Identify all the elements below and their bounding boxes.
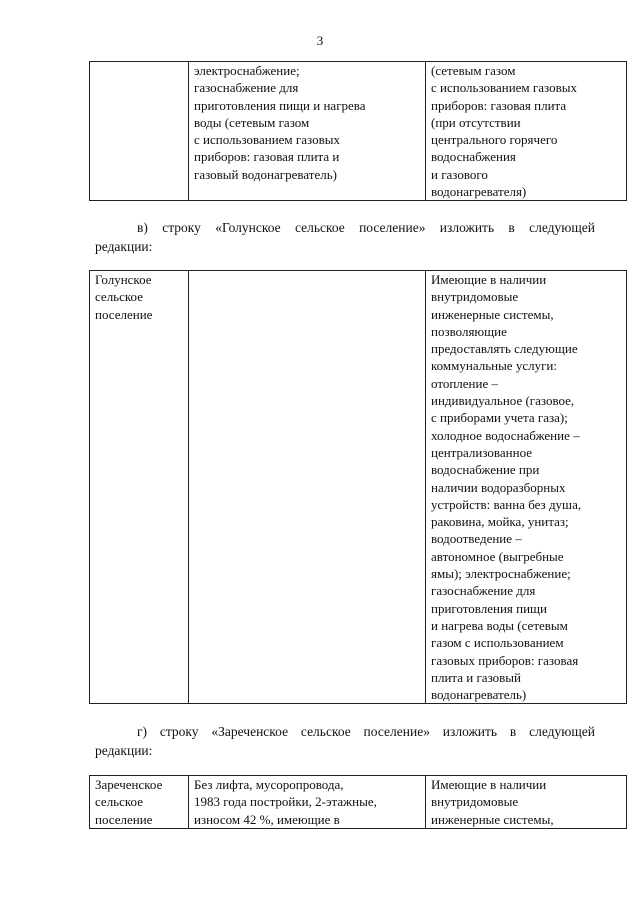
- cell-line: и газового: [431, 166, 488, 182]
- cell-line: ямы); электроснабжение;: [431, 566, 571, 582]
- cell-line: водоотведение –: [431, 531, 522, 547]
- cell-line: инженерные системы,: [431, 811, 554, 827]
- cell-line: Имеющие в наличии: [431, 777, 547, 792]
- cell-line: приготовления пищи и нагрева: [194, 97, 366, 113]
- cell-line: наличии водоразборных: [431, 479, 566, 495]
- cell-line: с приборами учета газа);: [431, 410, 568, 426]
- table-zarechenskoe: [89, 775, 627, 829]
- table-row: [90, 62, 627, 201]
- cell-line: газом с использованием: [431, 635, 564, 651]
- cell-line: водонагреватель): [431, 687, 527, 703]
- cell-line: (сетевым газом: [431, 63, 516, 78]
- cell-line: Голунское: [95, 272, 152, 287]
- cell-line: и нагрева воды (сетевым: [431, 617, 568, 633]
- page-number: 3: [316, 33, 324, 48]
- cell-line: сельское: [95, 794, 143, 810]
- cell-line: приборов: газовая плита и: [194, 149, 340, 165]
- cell-line: инженерные системы,: [431, 306, 554, 322]
- cell-line: воды (сетевым газом: [194, 114, 310, 130]
- cell-line: центрального горячего: [431, 132, 558, 148]
- cell-line: приготовления пищи: [431, 600, 548, 616]
- table-cell-settlement: [90, 776, 189, 829]
- paragraph-v-line1: в) строку «Голунское сельское поселение» изложить в следующей: [137, 220, 595, 235]
- cell-line: газовый водонагреватель): [194, 166, 337, 182]
- paragraph-g: [97, 722, 595, 760]
- cell-line: предоставлять следующие: [431, 341, 578, 357]
- cell-line: коммунальные услуги:: [431, 358, 557, 374]
- cell-line: Без лифта, мусоропровода,: [194, 777, 344, 792]
- cell-line: 1983 года постройки, 2-этажные,: [194, 794, 377, 810]
- table-cell-utilities: [426, 776, 627, 829]
- cell-line: раковина, мойка, унитаз;: [431, 514, 569, 530]
- table-cell-settlement: [90, 62, 189, 201]
- paragraph-g-line2: редакции:: [95, 743, 153, 758]
- cell-line: газоснабжение для: [431, 583, 536, 599]
- cell-line: электроснабжение;: [194, 63, 300, 78]
- cell-line: с использованием газовых: [194, 132, 340, 148]
- paragraph-v-line2: редакции:: [95, 239, 153, 254]
- cell-line: газовых приборов: газовая: [431, 652, 579, 668]
- cell-line: водоснабжение при: [431, 462, 540, 478]
- table-continuation: [89, 61, 627, 201]
- paragraph-v: [97, 218, 595, 256]
- cell-line: сельское: [95, 289, 143, 305]
- table-row: [90, 271, 627, 704]
- table-cell-housing: [189, 271, 426, 704]
- cell-line: устройств: ванна без душа,: [431, 496, 582, 512]
- table-cell-utilities: [426, 271, 627, 704]
- cell-line: износом 42 %, имеющие в: [194, 811, 340, 827]
- cell-line: Зареченское: [95, 777, 163, 792]
- cell-line: плита и газовый: [431, 669, 521, 685]
- cell-line: позволяющие: [431, 323, 507, 339]
- cell-line: внутридомовые: [431, 794, 519, 810]
- cell-line: поселение: [95, 811, 153, 827]
- cell-line: отопление –: [431, 375, 498, 391]
- cell-line: автономное (выгребные: [431, 548, 564, 564]
- cell-line: внутридомовые: [431, 289, 519, 305]
- table-cell-settlement: [90, 271, 189, 704]
- cell-line: централизованное: [431, 444, 532, 460]
- table-cell-housing: [189, 62, 426, 201]
- cell-line: с использованием газовых: [431, 80, 577, 96]
- cell-line: водонагревателя): [431, 184, 527, 200]
- cell-line: водоснабжения: [431, 149, 516, 165]
- cell-line: холодное водоснабжение –: [431, 427, 580, 443]
- cell-line: газоснабжение для: [194, 80, 299, 96]
- cell-line: поселение: [95, 306, 153, 322]
- table-golunskoe: [89, 270, 627, 704]
- table-row: [90, 776, 627, 829]
- paragraph-g-line1: г) строку «Зареченское сельское поселение» изложить в следующей: [137, 724, 595, 739]
- cell-line: индивидуальное (газовое,: [431, 393, 575, 409]
- table-cell-utilities: [426, 62, 627, 201]
- table-cell-housing: [189, 776, 426, 829]
- cell-line: Имеющие в наличии: [431, 272, 547, 287]
- cell-line: (при отсутствии: [431, 114, 521, 130]
- cell-line: приборов: газовая плита: [431, 97, 567, 113]
